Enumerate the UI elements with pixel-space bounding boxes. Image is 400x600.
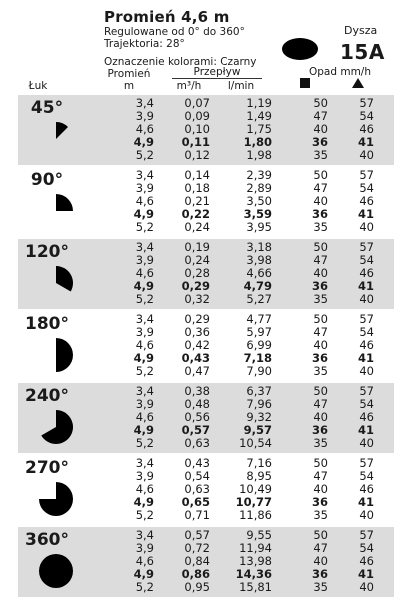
table-row [18, 437, 394, 450]
precip-triangle-value: 54 [359, 397, 374, 411]
precip-square-value: 36 [311, 567, 328, 581]
precip-triangle-value: 41 [357, 567, 374, 581]
precip-triangle-value: 41 [357, 495, 374, 509]
flow-lmin-value: 2,89 [246, 181, 272, 195]
flow-lmin-value: 3,98 [246, 253, 272, 267]
trajectory: Trajektoria: 28° [104, 38, 185, 50]
precip-square-value: 47 [313, 469, 328, 483]
flow-lmin-value: 9,32 [246, 410, 272, 424]
precip-triangle-value: 57 [359, 384, 374, 398]
radius-value: 3,4 [135, 96, 154, 110]
precip-square-value: 35 [313, 364, 328, 378]
radius-value: 4,6 [135, 410, 154, 424]
radius-value: 5,2 [135, 508, 154, 522]
col-radius: Promień [107, 68, 151, 80]
radius-value: 3,9 [135, 109, 154, 123]
col-flow-unit-1: m³/h [176, 80, 202, 92]
precip-triangle-value: 41 [357, 135, 374, 149]
flow-m3h-value: 0,09 [184, 109, 210, 123]
precip-triangle-value: 54 [359, 469, 374, 483]
flow-lmin-value: 11,86 [239, 508, 272, 522]
flow-lmin-value: 10,49 [239, 482, 272, 496]
radius-value: 3,4 [135, 528, 154, 542]
flow-m3h-value: 0,24 [184, 220, 210, 234]
flow-lmin-value: 4,77 [246, 312, 272, 326]
precip-triangle-value: 46 [359, 482, 374, 496]
precip-triangle-value: 46 [359, 410, 374, 424]
precip-triangle-value: 46 [359, 194, 374, 208]
precip-triangle-value: 57 [359, 456, 374, 470]
flow-lmin-value: 1,80 [243, 135, 272, 149]
precip-triangle-value: 40 [359, 436, 374, 450]
flow-m3h-value: 0,57 [184, 528, 210, 542]
flow-lmin-value: 11,94 [239, 541, 272, 555]
flow-lmin-value: 3,59 [243, 207, 272, 221]
flow-lmin-value: 7,16 [246, 456, 272, 470]
radius-value: 4,6 [135, 338, 154, 352]
radius-value: 5,2 [135, 436, 154, 450]
precip-triangle-value: 40 [359, 220, 374, 234]
radius-value: 3,9 [135, 469, 154, 483]
radius-value: 3,9 [135, 541, 154, 555]
radius-value: 3,4 [135, 312, 154, 326]
flow-lmin-value: 7,18 [243, 351, 272, 365]
flow-lmin-value: 3,18 [246, 240, 272, 254]
col-precip: Opad mm/h [308, 66, 371, 78]
radius-value: 4,9 [133, 135, 154, 149]
precip-triangle-value: 46 [359, 122, 374, 136]
arc-group [18, 455, 394, 525]
precip-square-value: 47 [313, 253, 328, 267]
radius-value: 4,9 [133, 207, 154, 221]
table-header [0, 0, 400, 92]
precip-square-value: 35 [313, 220, 328, 234]
flow-m3h-value: 0,43 [184, 456, 210, 470]
flow-m3h-value: 0,86 [181, 567, 210, 581]
precip-square-value: 36 [311, 423, 328, 437]
precip-triangle-value: 40 [359, 580, 374, 594]
precip-triangle-value: 54 [359, 325, 374, 339]
radius-value: 5,2 [135, 364, 154, 378]
table-row [18, 293, 394, 306]
precip-triangle-value: 46 [359, 554, 374, 568]
nozzle-label: Dysza [344, 24, 378, 37]
precip-square-value: 47 [313, 397, 328, 411]
precip-triangle-value: 54 [359, 109, 374, 123]
precip-square-value: 47 [313, 109, 328, 123]
flow-m3h-value: 0,38 [184, 384, 210, 398]
color-swatch [282, 38, 318, 60]
radius-value: 4,9 [133, 279, 154, 293]
precip-square-value: 40 [313, 194, 328, 208]
precip-square-value: 40 [313, 266, 328, 280]
flow-m3h-value: 0,63 [184, 482, 210, 496]
flow-lmin-value: 9,55 [246, 528, 272, 542]
flow-m3h-value: 0,43 [181, 351, 210, 365]
col-arc: Łuk [28, 80, 48, 92]
precip-square-value: 36 [311, 351, 328, 365]
precip-triangle-value: 57 [359, 528, 374, 542]
flow-m3h-value: 0,57 [181, 423, 210, 437]
arc-group [18, 311, 394, 381]
precip-square-value: 35 [313, 508, 328, 522]
radius-value: 5,2 [135, 220, 154, 234]
flow-m3h-value: 0,19 [184, 240, 210, 254]
flow-lmin-value: 3,95 [246, 220, 272, 234]
radius-value: 3,9 [135, 397, 154, 411]
arc-label: 180° [25, 314, 69, 334]
precip-square-value: 47 [313, 325, 328, 339]
col-radius-unit: m [123, 80, 135, 92]
flow-m3h-value: 0,65 [181, 495, 210, 509]
precip-triangle-value: 40 [359, 292, 374, 306]
flow-m3h-value: 0,28 [184, 266, 210, 280]
flow-m3h-value: 0,56 [184, 410, 210, 424]
arc-label: 45° [30, 98, 64, 118]
precip-triangle-value: 41 [357, 351, 374, 365]
precip-triangle-value: 40 [359, 148, 374, 162]
arc-label: 360° [25, 530, 69, 550]
radius-value: 4,9 [133, 567, 154, 581]
flow-m3h-value: 0,24 [184, 253, 210, 267]
radius-value: 3,4 [135, 168, 154, 182]
precip-triangle-value: 41 [357, 207, 374, 221]
flow-m3h-value: 0,14 [184, 168, 210, 182]
adjustable-range: Regulowane od 0° do 360° [104, 26, 245, 38]
radius-value: 3,4 [135, 240, 154, 254]
precip-square-value: 47 [313, 181, 328, 195]
table-row [18, 509, 394, 522]
precip-square-value: 35 [313, 436, 328, 450]
precip-triangle-value: 57 [359, 312, 374, 326]
flow-lmin-value: 10,54 [239, 436, 272, 450]
flow-lmin-value: 1,75 [246, 122, 272, 136]
precip-triangle-value: 57 [359, 240, 374, 254]
flow-lmin-value: 1,19 [246, 96, 272, 110]
color-code: Oznaczenie kolorami: Czarny [104, 56, 257, 68]
precip-square-value: 40 [313, 482, 328, 496]
nozzle-value: 15A [340, 40, 385, 64]
precip-square-value: 36 [311, 207, 328, 221]
flow-m3h-value: 0,21 [184, 194, 210, 208]
flow-lmin-value: 9,57 [243, 423, 272, 437]
flow-lmin-value: 10,77 [235, 495, 272, 509]
flow-lmin-value: 8,95 [246, 469, 272, 483]
arc-group [18, 383, 394, 453]
radius-value: 4,9 [133, 495, 154, 509]
flow-m3h-value: 0,12 [184, 148, 210, 162]
precip-square-value: 40 [313, 122, 328, 136]
square-icon [300, 78, 310, 88]
precip-square-value: 36 [311, 135, 328, 149]
precip-square-value: 35 [313, 148, 328, 162]
radius-value: 4,6 [135, 194, 154, 208]
flow-lmin-value: 6,37 [246, 384, 272, 398]
precip-square-value: 36 [311, 279, 328, 293]
radius-value: 3,9 [135, 181, 154, 195]
radius-value: 4,6 [135, 266, 154, 280]
precip-square-value: 36 [311, 495, 328, 509]
flow-lmin-value: 1,98 [246, 148, 272, 162]
precip-square-value: 47 [313, 541, 328, 555]
flow-m3h-value: 0,95 [184, 580, 210, 594]
table-row [18, 221, 394, 234]
precip-square-value: 50 [313, 312, 328, 326]
radius-value: 3,9 [135, 253, 154, 267]
precip-triangle-value: 41 [357, 279, 374, 293]
precip-triangle-value: 57 [359, 168, 374, 182]
precip-triangle-value: 41 [357, 423, 374, 437]
radius-value: 3,4 [135, 384, 154, 398]
flow-m3h-value: 0,36 [184, 325, 210, 339]
flow-lmin-value: 4,79 [243, 279, 272, 293]
arc-label: 270° [25, 458, 69, 478]
precip-square-value: 50 [313, 240, 328, 254]
col-flow: Przepływ [193, 66, 241, 78]
flow-lmin-value: 3,50 [246, 194, 272, 208]
flow-lmin-value: 2,39 [246, 168, 272, 182]
table-row [18, 149, 394, 162]
precip-square-value: 40 [313, 410, 328, 424]
arc-group [18, 167, 394, 237]
flow-m3h-value: 0,63 [184, 436, 210, 450]
flow-lmin-value: 13,98 [239, 554, 272, 568]
flow-lmin-value: 14,36 [235, 567, 272, 581]
radius-value: 5,2 [135, 292, 154, 306]
precip-triangle-value: 40 [359, 364, 374, 378]
flow-lmin-value: 5,97 [246, 325, 272, 339]
flow-lmin-value: 5,27 [246, 292, 272, 306]
table-row [18, 581, 394, 594]
precip-square-value: 50 [313, 96, 328, 110]
arc-group [18, 95, 394, 165]
precip-square-value: 50 [313, 528, 328, 542]
precip-square-value: 35 [313, 292, 328, 306]
precip-triangle-value: 46 [359, 338, 374, 352]
flow-lmin-value: 1,49 [246, 109, 272, 123]
flow-m3h-value: 0,84 [184, 554, 210, 568]
flow-lmin-value: 6,99 [246, 338, 272, 352]
radius-value: 4,6 [135, 482, 154, 496]
flow-m3h-value: 0,47 [184, 364, 210, 378]
radius-value: 4,9 [133, 351, 154, 365]
precip-triangle-value: 54 [359, 181, 374, 195]
flow-lmin-value: 7,96 [246, 397, 272, 411]
flow-m3h-value: 0,71 [184, 508, 210, 522]
precip-triangle-value: 54 [359, 541, 374, 555]
flow-m3h-value: 0,29 [181, 279, 210, 293]
flow-m3h-value: 0,42 [184, 338, 210, 352]
arc-group [18, 527, 394, 597]
flow-m3h-value: 0,10 [184, 122, 210, 136]
arc-label: 90° [30, 170, 64, 190]
flow-lmin-value: 7,90 [246, 364, 272, 378]
flow-m3h-value: 0,07 [184, 96, 210, 110]
flow-m3h-value: 0,18 [184, 181, 210, 195]
precip-square-value: 40 [313, 338, 328, 352]
radius-value: 5,2 [135, 148, 154, 162]
flow-m3h-value: 0,54 [184, 469, 210, 483]
radius-value: 4,6 [135, 554, 154, 568]
flow-m3h-value: 0,48 [184, 397, 210, 411]
flow-m3h-value: 0,22 [181, 207, 210, 221]
flow-m3h-value: 0,32 [184, 292, 210, 306]
precip-triangle-value: 40 [359, 508, 374, 522]
flow-m3h-value: 0,11 [181, 135, 210, 149]
flow-m3h-value: 0,72 [184, 541, 210, 555]
precip-square-value: 40 [313, 554, 328, 568]
radius-value: 3,9 [135, 325, 154, 339]
flow-lmin-value: 15,81 [239, 580, 272, 594]
flow-m3h-value: 0,29 [184, 312, 210, 326]
precip-square-value: 50 [313, 456, 328, 470]
precip-triangle-value: 54 [359, 253, 374, 267]
col-flow-unit-2: l/min [227, 80, 255, 92]
arc-label: 120° [25, 242, 69, 262]
precip-square-value: 50 [313, 384, 328, 398]
flow-underline [172, 78, 262, 79]
arc-group [18, 239, 394, 309]
table-row [18, 365, 394, 378]
radius-value: 3,4 [135, 456, 154, 470]
precip-triangle-value: 46 [359, 266, 374, 280]
radius-value: 5,2 [135, 580, 154, 594]
precip-square-value: 50 [313, 168, 328, 182]
radius-value: 4,6 [135, 122, 154, 136]
arc-label: 240° [25, 386, 69, 406]
radius-value: 4,9 [133, 423, 154, 437]
flow-lmin-value: 4,66 [246, 266, 272, 280]
page-title: Promień 4,6 m [104, 8, 230, 26]
triangle-icon [352, 78, 364, 88]
precip-triangle-value: 57 [359, 96, 374, 110]
precip-square-value: 35 [313, 580, 328, 594]
